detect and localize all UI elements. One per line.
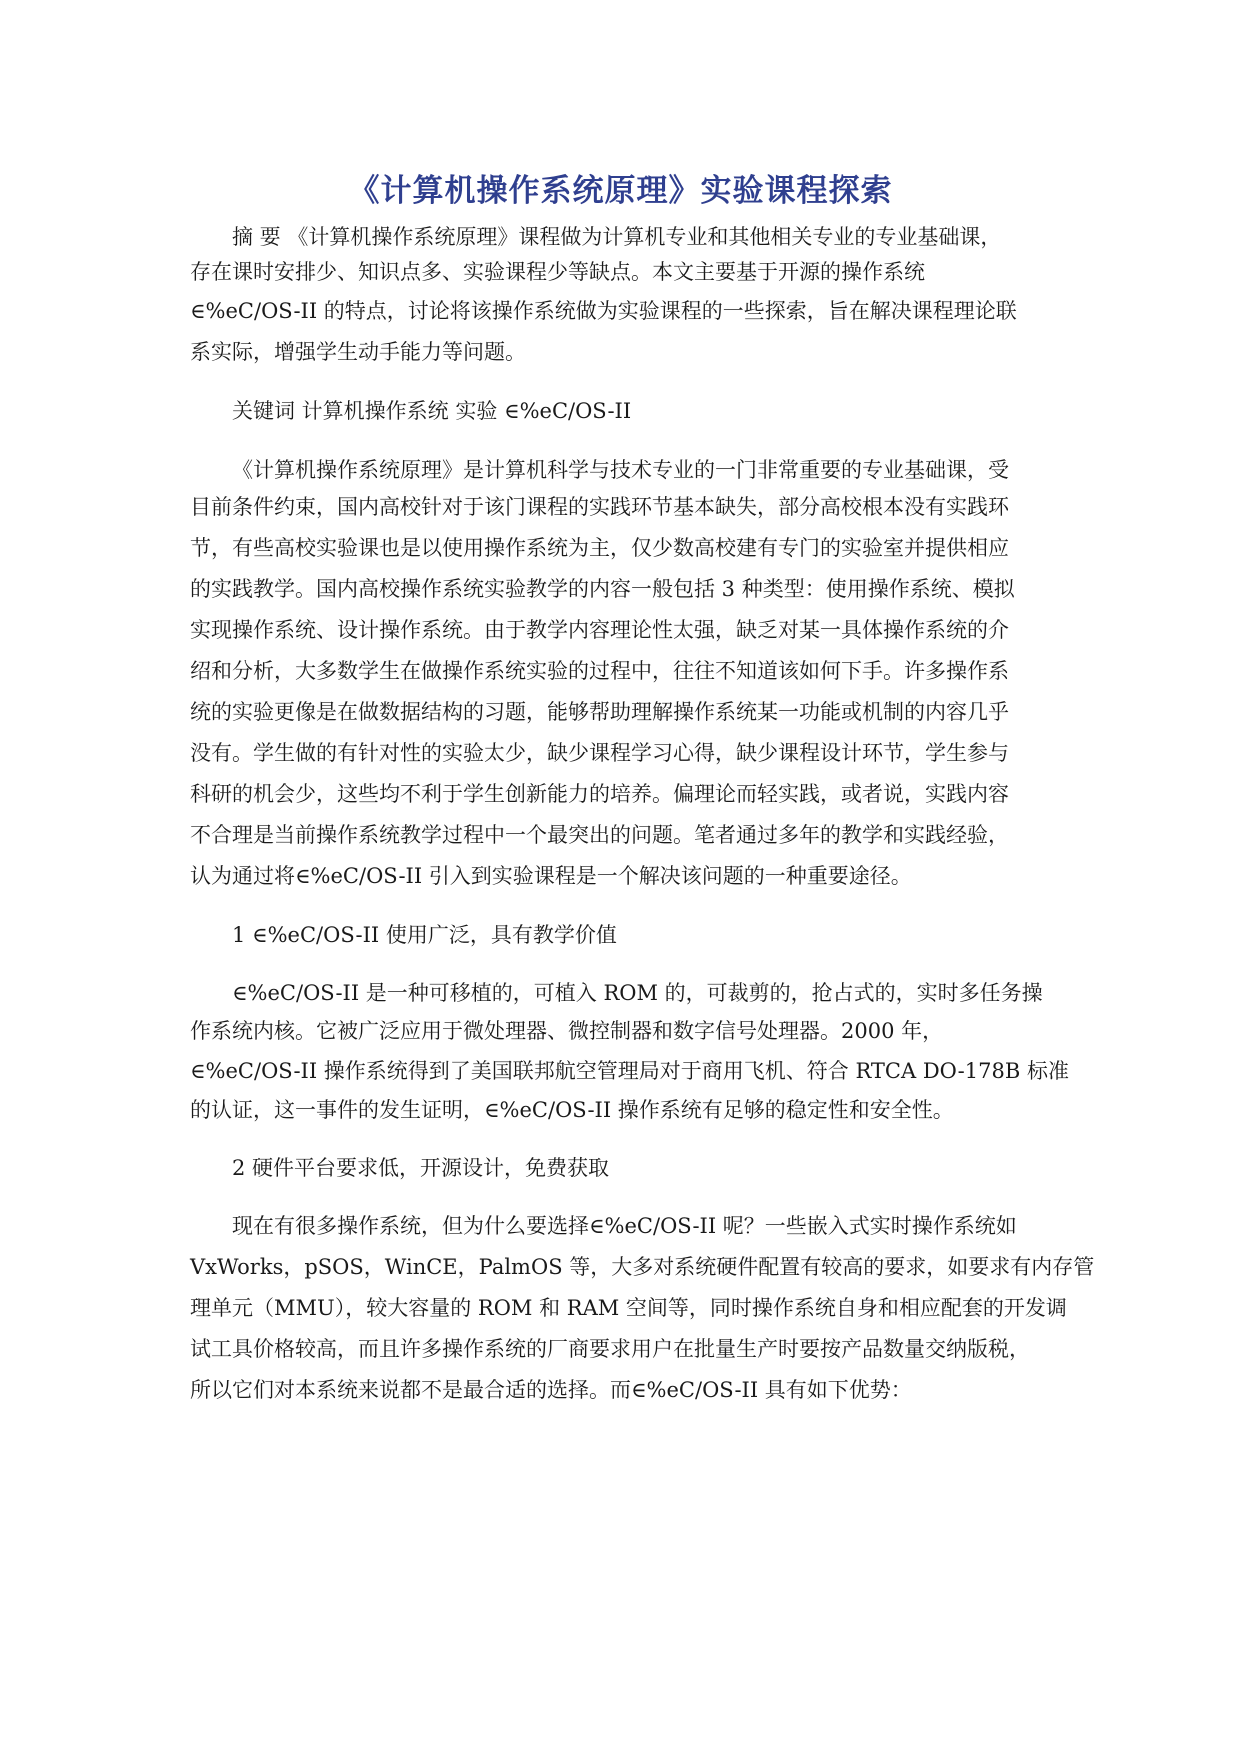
- body-line: 科研的机会少，这些均不利于学生创新能力的培养。偏理论而轻实践，或者说，实践内容: [190, 782, 1009, 806]
- body-line: 认为通过将∈%eC/OS-II 引入到实验课程是一个解决该问题的一种重要途径。: [190, 864, 912, 888]
- body-line: 实现操作系统、设计操作系统。由于教学内容理论性太强，缺乏对某一具体操作系统的介: [190, 618, 1009, 642]
- body-line: 理单元（MMU），较大容量的 ROM 和 RAM 空间等，同时操作系统自身和相应配套的开发调: [190, 1296, 1067, 1320]
- body-line: ∈%eC/OS-II 操作系统得到了美国联邦航空管理局对于商用飞机、符合 RTCA DO-178B 标准: [190, 1059, 1069, 1083]
- abstract-line: 摘 要 《计算机操作系统原理》课程做为计算机专业和其他相关专业的专业基础课，: [232, 225, 1002, 249]
- keywords-line: 关键词 计算机操作系统 实验 ∈%eC/OS-II: [232, 399, 632, 423]
- body-line: 目前条件约束，国内高校针对于该门课程的实践环节基本缺失，部分高校根本没有实践环: [190, 495, 1009, 519]
- body-line: 的实践教学。国内高校操作系统实验教学的内容一般包括 3 种类型：使用操作系统、模拟: [190, 577, 1015, 601]
- body-line: 试工具价格较高，而且许多操作系统的厂商要求用户在批量生产时要按产品数量交纳版税，: [190, 1337, 1030, 1361]
- body-line: 作系统内核。它被广泛应用于微处理器、微控制器和数字信号处理器。2000 年，: [190, 1019, 944, 1043]
- abstract-line: 存在课时安排少、知识点多、实验课程少等缺点。本文主要基于开源的操作系统: [190, 260, 925, 284]
- abstract-line: ∈%eC/OS-II 的特点，讨论将该操作系统做为实验课程的一些探索，旨在解决课程理论联: [190, 299, 1017, 323]
- section-heading: 2 硬件平台要求低，开源设计，免费获取: [232, 1156, 610, 1180]
- body-line: 不合理是当前操作系统教学过程中一个最突出的问题。笔者通过多年的教学和实践经验，: [190, 823, 1009, 847]
- body-line: 节，有些高校实验课也是以使用操作系统为主，仅少数高校建有专门的实验室并提供相应: [190, 536, 1009, 560]
- body-line: 没有。学生做的有针对性的实验太少，缺少课程学习心得，缺少课程设计环节，学生参与: [190, 741, 1009, 765]
- body-line: 所以它们对本系统来说都不是最合适的选择。而∈%eC/OS-II 具有如下优势：: [190, 1378, 912, 1402]
- body-line: 的认证，这一事件的发生证明，∈%eC/OS-II 操作系统有足够的稳定性和安全性。: [190, 1098, 954, 1122]
- abstract-line: 系实际，增强学生动手能力等问题。: [190, 340, 526, 364]
- body-line: ∈%eC/OS-II 是一种可移植的，可植入 ROM 的，可裁剪的，抢占式的，实时多任务操: [232, 981, 1043, 1005]
- body-line: 现在有很多操作系统，但为什么要选择∈%eC/OS-II 呢？一些嵌入式实时操作系统如: [232, 1214, 1017, 1238]
- body-line: 绍和分析，大多数学生在做操作系统实验的过程中，往往不知道该如何下手。许多操作系: [190, 659, 1009, 683]
- body-line: 《计算机操作系统原理》是计算机科学与技术专业的一门非常重要的专业基础课，受: [232, 458, 1009, 482]
- section-heading: 1 ∈%eC/OS-II 使用广泛，具有教学价值: [232, 923, 617, 947]
- body-line: VxWorks，pSOS，WinCE，PalmOS 等，大多对系统硬件配置有较高的要求，如要求有内存管: [190, 1255, 1095, 1279]
- document-title: 《计算机操作系统原理》实验课程探索: [348, 173, 893, 209]
- body-line: 统的实验更像是在做数据结构的习题，能够帮助理解操作系统某一功能或机制的内容几乎: [190, 700, 1009, 724]
